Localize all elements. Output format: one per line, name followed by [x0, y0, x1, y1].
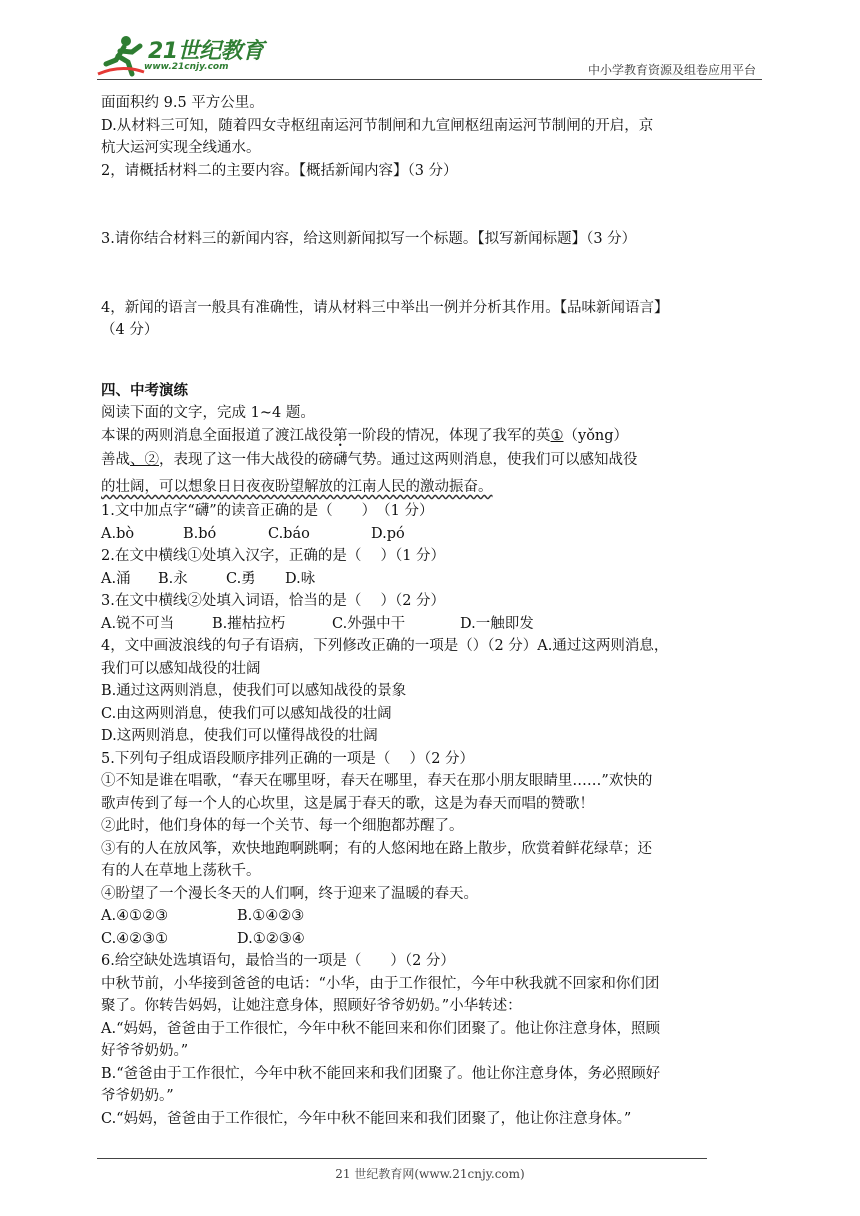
- page-header: [0, 0, 860, 90]
- text-line: ③有的人在放风筝，欢快地跑啊跳啊；有的人悠闲地在路上散步，欣赏着鲜花绿草；还: [101, 840, 652, 857]
- option-a: A.锐不可当: [101, 615, 175, 632]
- text-span: 气势。通过这两则消息，使我们可以感知战役: [347, 452, 638, 468]
- page-footer: 21 世纪教育网(www.21cnjy.com): [335, 1167, 525, 1181]
- question-2: 2，请概括材料二的主要内容。【概括新闻内容】（3 分）: [101, 162, 458, 179]
- option-b: B.摧枯拉朽: [212, 615, 286, 632]
- options-row: [101, 905, 763, 928]
- answer-space: [101, 251, 763, 297]
- footer-divider: [97, 1158, 707, 1159]
- text-line: 面面积约 9.5 平方公里。: [101, 95, 264, 111]
- sub-question-1: 1.文中加点字“礴”的读音正确的是（ ） （1 分）: [101, 503, 434, 519]
- option-c: C.④②③①: [101, 930, 169, 947]
- text-line: 杭大运河实现全线通水。: [101, 140, 261, 156]
- options-row: [101, 613, 763, 636]
- option-d: D.①②③④: [237, 930, 305, 947]
- logo-url: www.21cnjy.com: [144, 62, 229, 72]
- text-line: 有的人在草地上荡秋千。: [101, 863, 261, 879]
- option-a: A.bò: [101, 525, 135, 542]
- option-b: B.①④②③: [237, 908, 305, 924]
- text-span: ，表现了这一伟大战役的磅: [159, 452, 333, 468]
- document-body: [101, 92, 763, 1130]
- sub-question-3: 3.在文中横线②处填入词语，恰当的是（ ）（2 分）: [101, 593, 446, 609]
- option-b: B.bó: [183, 525, 217, 542]
- options-row: [101, 523, 763, 546]
- sub-question-6: 6.给空缺处选填语句，最恰当的一项是（ ）（2 分）: [101, 953, 455, 969]
- option-c: C.由这两则消息，使我们可以感知战役的壮阔: [101, 705, 392, 722]
- passage-line: [101, 474, 763, 500]
- sub-question-4: 4，文中画波浪线的句子有语病，下列修改正确的一项是（）（2 分）A.通过这两则消息，: [101, 638, 669, 654]
- section-heading: 四、中考演练: [101, 381, 188, 399]
- sub-question-2: 2.在文中横线①处填入汉字，正确的是（ ）（1 分）: [101, 548, 446, 564]
- text-span: （yǒng）: [563, 427, 629, 444]
- option-c: C.báo: [268, 525, 310, 542]
- blank-1: ①: [550, 427, 564, 444]
- passage-line: [101, 447, 763, 474]
- options-row: [101, 928, 763, 951]
- text-line: ②此时，他们身体的每一个关节、每一个细胞都苏醒了。: [101, 818, 464, 834]
- option-d: D.咏: [285, 570, 316, 587]
- text-line: D.从材料三可知，随着四女寺枢纽南运河节制闸和九宣闸枢纽南运河节制闸的开启，京: [101, 117, 654, 134]
- logo-text: 21世纪教育: [148, 39, 264, 64]
- text-line: 好爷爷奶奶。”: [101, 1043, 189, 1059]
- question-4-score: （4 分）: [101, 322, 159, 338]
- option-c: C.外强中干: [332, 615, 406, 632]
- option-d: D.这两则消息，使我们可以懂得战役的壮阔: [101, 728, 378, 744]
- option-c: C.勇: [226, 570, 256, 587]
- question-3: 3.请你结合材料三的新闻内容，给这则新闻拟写一个标题。【拟写新闻标题】（3 分）: [101, 231, 637, 247]
- passage-line: [101, 425, 763, 448]
- option-b: B.通过这两则消息，使我们可以感知战役的景象: [101, 683, 407, 699]
- option-a: A.④①②③: [101, 908, 169, 924]
- answer-space: [101, 342, 763, 380]
- sub-question-5: 5.下列句子组成语段顺序排列正确的一项是（ ）（2 分）: [101, 750, 475, 767]
- platform-name: 中小学教育资源及组卷应用平台: [587, 63, 756, 77]
- text-line: ④盼望了一个漫长冬天的人们啊，终于迎来了温暖的春天。: [101, 885, 478, 902]
- option-b: B.“爸爸由于工作很忙，今年中秋不能回来和我们团聚了。他让你注意身体，务必照顾好: [101, 1065, 661, 1082]
- text-line: 爷爷奶奶。”: [101, 1088, 174, 1104]
- dotted-char: 礴: [333, 452, 348, 468]
- option-b: B.永: [158, 570, 188, 587]
- brand-logo: [96, 34, 266, 80]
- text-line: 聚了。你转告妈妈，让她注意身体，照顾好爷爷奶奶。”小华转述：: [101, 998, 522, 1014]
- question-4: 4，新闻的语言一般具有准确性，请从材料三中举出一例并分析其作用。【品味新闻语言】: [101, 299, 669, 316]
- text-span: 本课的两则消息全面报道了渡江战役第一阶段的情况，体现了我军的英: [101, 427, 551, 444]
- text-span: 善战: [101, 452, 130, 468]
- option-d: D.一触即发: [460, 615, 534, 632]
- runner-logo-icon: [96, 34, 146, 78]
- text-line: 阅读下面的文字，完成 1~4 题。: [101, 405, 315, 421]
- answer-space: [101, 182, 763, 228]
- options-row: [101, 568, 763, 591]
- option-d: D.pó: [371, 525, 405, 542]
- wavy-sentence: 的壮阔，可以想象日日夜夜盼望解放的江南人民的激动振奋。: [101, 479, 493, 495]
- text-line: 歌声传到了每一个人的心坎里，这是属于春天的歌，这是为春天而唱的赞歌！: [101, 795, 594, 812]
- header-divider: [97, 79, 762, 80]
- option-c: C.“妈妈，爸爸由于工作很忙，今年中秋不能回来和我们团聚了，他让你注意身体。”: [101, 1110, 632, 1127]
- option-a: A.“妈妈，爸爸由于工作很忙，今年中秋不能回来和你们团聚了。他让你注意身体，照顾: [101, 1020, 660, 1037]
- text-line: 我们可以感知战役的壮阔: [101, 660, 261, 677]
- blank-2: 、②: [130, 452, 159, 468]
- option-a: A.涌: [101, 570, 131, 587]
- text-line: 中秋节前，小华接到爸爸的电话：“小华，由于工作很忙，今年中秋我就不回家和你们团: [101, 975, 660, 992]
- text-line: ①不知是谁在唱歌，“春天在哪里呀，春天在哪里，春天在那小朋友眼睛里……”欢快的: [101, 773, 653, 789]
